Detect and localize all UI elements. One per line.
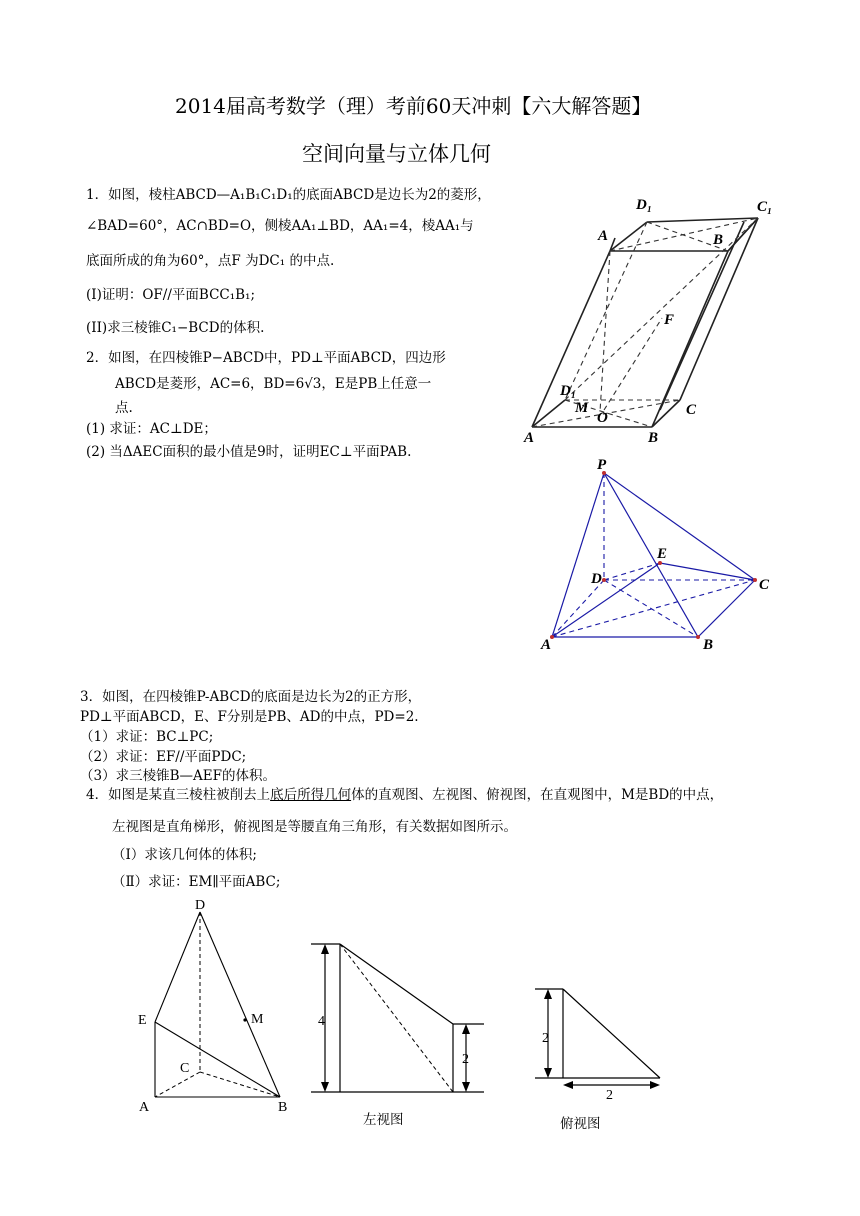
left-view-dim-short: 2 bbox=[462, 1052, 469, 1067]
fig3-label-e: E bbox=[138, 1013, 147, 1028]
fig1-label-m: M bbox=[575, 400, 589, 416]
fig1-label-a: A bbox=[524, 430, 535, 446]
fig2-label-d: D bbox=[591, 571, 602, 587]
q3-line1: 3．如图，在四棱锥P-ABCD的底面是边长为2的正方形， bbox=[80, 689, 422, 705]
fig1-label-d: D₁ bbox=[560, 383, 577, 399]
fig1-label-b1: B bbox=[713, 232, 724, 248]
fig1-label-a1: A bbox=[598, 228, 609, 244]
q1-part1: (I)证明：OF//平面BCC₁B₁; bbox=[86, 287, 256, 303]
fig2-label-a: A bbox=[541, 637, 552, 653]
fig2-label-b: B bbox=[703, 637, 714, 653]
q3-part2: （2）求证：EF//平面PDC; bbox=[80, 749, 247, 765]
fig2-label-p: P bbox=[597, 457, 607, 473]
page-title: 2014届高考数学（理）考前60天冲刺【六大解答题】 bbox=[175, 94, 652, 118]
fig1-label-f: F bbox=[664, 312, 675, 328]
fig1-label-c1: C₁ bbox=[757, 199, 773, 215]
fig2-label-c: C bbox=[759, 577, 770, 593]
q3-line2: PD⊥平面ABCD，E、F分别是PB、AD的中点，PD=2. bbox=[80, 709, 419, 725]
fig3-label-c: C bbox=[180, 1061, 190, 1076]
fig1-label-c: C bbox=[686, 402, 697, 418]
q1-line2: ∠BAD=60°，AC∩BD=O，侧棱AA₁⊥BD，AA₁=4，棱AA₁与 bbox=[86, 218, 474, 234]
fig3-label-d: D bbox=[195, 898, 206, 913]
fig3-label-a: A bbox=[139, 1100, 150, 1115]
left-view-dim-tall: 4 bbox=[318, 1014, 325, 1029]
q1-line1: 1．如图，棱柱ABCD—A₁B₁C₁D₁的底面ABCD是边长为2的菱形， bbox=[86, 187, 491, 203]
q2-line1: 2．如图，在四棱锥P−ABCD中，PD⊥平面ABCD，四边形 bbox=[86, 350, 446, 366]
q2-line3: 点. bbox=[115, 400, 133, 416]
q4-part2: （Ⅱ）求证：EM∥平面ABC; bbox=[112, 874, 281, 890]
q1-part2: (II)求三棱锥C₁−BCD的体积. bbox=[86, 320, 265, 336]
q2-part2: (2) 当ΔAEC面积的最小值是9时，证明EC⊥平面PAB. bbox=[86, 444, 412, 460]
q3-part1: （1）求证：BC⊥PC; bbox=[80, 729, 214, 745]
top-view-caption: 俯视图 bbox=[560, 1116, 601, 1132]
left-view-caption: 左视图 bbox=[363, 1112, 404, 1128]
q4-line1: 4．如图是某直三棱柱被削去上底后所得几何体的直观图、左视图、俯视图，在直观图中，M是BD的中点， bbox=[86, 787, 724, 803]
fig1-label-b: B bbox=[648, 430, 659, 446]
fig3-label-m: M bbox=[251, 1012, 264, 1027]
q3-part3: （3）求三棱锥B—AEF的体积。 bbox=[80, 768, 276, 784]
q2-line2: ABCD是菱形，AC=6，BD=6√3，E是PB上任意一 bbox=[115, 376, 432, 392]
fig1-label-d1: D₁ bbox=[636, 197, 653, 213]
top-view-dim-v: 2 bbox=[542, 1031, 549, 1046]
top-view-dim-h: 2 bbox=[606, 1088, 613, 1103]
q1-line3: 底面所成的角为60°，点F 为DC₁ 的中点. bbox=[86, 253, 335, 269]
fig2-label-e: E bbox=[657, 546, 668, 562]
q4-line2: 左视图是直角梯形，俯视图是等腰直角三角形，有关数据如图所示。 bbox=[112, 819, 517, 835]
q4-part1: （Ⅰ）求该几何体的体积; bbox=[112, 847, 257, 863]
fig1-label-o: O bbox=[597, 410, 608, 426]
fig3-label-b: B bbox=[278, 1100, 288, 1115]
q2-part1: (1) 求证：AC⊥DE； bbox=[86, 421, 217, 437]
page-subtitle: 空间向量与立体几何 bbox=[302, 142, 491, 166]
